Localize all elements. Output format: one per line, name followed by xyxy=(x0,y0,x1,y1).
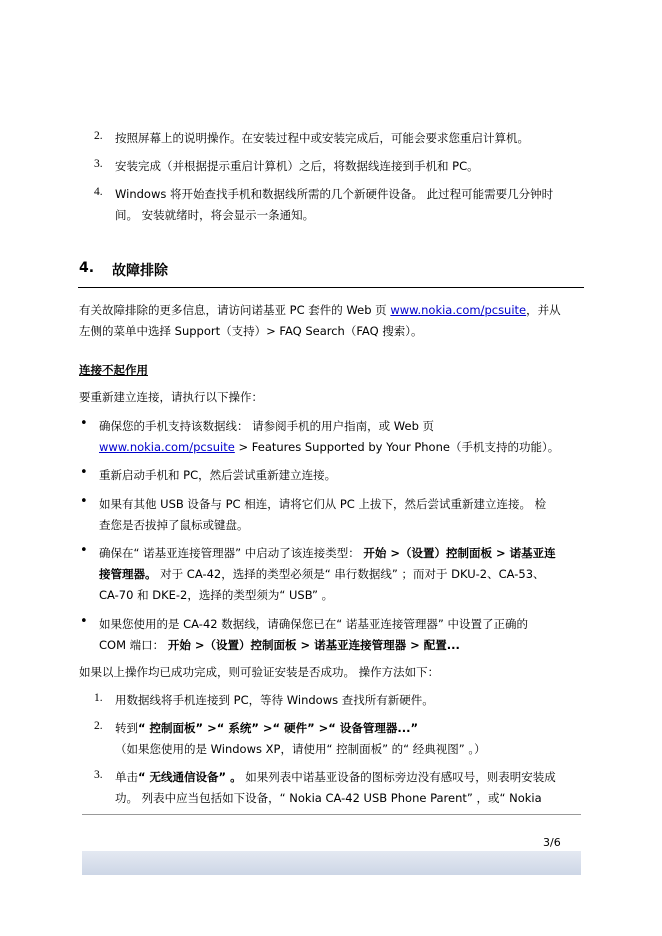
step-text-continued: （如果您使用的是 Windows XP，请使用“ 控制面板” 的“ 经典视图” 。） xyxy=(115,742,486,756)
menu-path: 开始 >（设置）控制面板 > 诺基亚连 xyxy=(363,546,556,560)
bullet-text-continued: CA-70 和 DKE-2，选择的类型须为“ USB” 。 xyxy=(99,588,334,602)
footer-band xyxy=(82,851,581,875)
menu-path: 开始 >（设置）控制面板 > 诺基亚连接管理器 > 配置... xyxy=(167,638,460,652)
bullet-text-prefix: COM 端口： xyxy=(99,638,168,652)
bullet-text: 如果您使用的是 CA-42 数据线，请确保您已在“ 诺基亚连接管理器” 中设置了正确的 xyxy=(99,617,528,631)
bullet-text: 如果有其他 USB 设备与 PC 相连，请将它们从 PC 上拔下，然后尝试重新建立连接。 检 xyxy=(99,497,547,511)
step-number: 4. xyxy=(94,186,103,198)
step-text-rest: 如果列表中诺基亚设备的图标旁边没有感叹号，则表明安装成 xyxy=(241,770,556,784)
bullet-text-continued xyxy=(99,439,559,455)
menu-path: 接管理器。 xyxy=(99,567,157,581)
intro-text-suffix: ，并从 xyxy=(526,303,561,317)
step-text xyxy=(115,769,556,785)
footer-divider xyxy=(82,814,581,815)
bullet-dot: • xyxy=(80,416,88,431)
section-divider xyxy=(78,287,584,288)
step-text: Windows 将开始查找手机和数据线所需的几个新硬件设备。 此过程可能需要几分钟时 xyxy=(115,187,554,201)
step-text-prefix: 转到 xyxy=(115,721,138,735)
bullet-text-continued xyxy=(99,637,460,653)
step-number: 2. xyxy=(94,130,103,142)
bullet-text: 确保您的手机支持该数据线： 请参阅手机的用户指南，或 Web 页 xyxy=(99,419,435,433)
step-number: 3. xyxy=(94,158,103,170)
bullet-text: 重新启动手机和 PC，然后尝试重新建立连接。 xyxy=(99,468,337,482)
intro-line-1 xyxy=(79,302,561,318)
page-number: 3/6 xyxy=(543,836,561,849)
step-number: 2. xyxy=(94,720,103,732)
intro-line-2: 左侧的菜单中选择 Support（支持）> FAQ Search（FAQ 搜索）。 xyxy=(79,324,423,338)
step-text-continued: 间。 安装就绪时，将会显示一条通知。 xyxy=(115,208,315,222)
section-title: 故障排除 xyxy=(112,263,168,279)
verify-intro: 如果以上操作均已成功完成，则可验证安装是否成功。 操作方法如下： xyxy=(79,665,440,679)
step-text: 用数据线将手机连接到 PC，等待 Windows 查找所有新硬件。 xyxy=(115,693,434,707)
step-number: 3. xyxy=(94,769,103,781)
pcsuite-link[interactable]: www.nokia.com/pcsuite xyxy=(390,303,527,317)
bullet-dot: • xyxy=(80,465,88,480)
bullet-dot: • xyxy=(80,543,88,558)
menu-path: “ 控制面板” >“ 系统” >“ 硬件” >“ 设备管理器...” xyxy=(138,721,419,735)
step-text: 按照屏幕上的说明操作。在安装过程中或安装完成后，可能会要求您重启计算机。 xyxy=(115,131,529,145)
subheading: 连接不起作用 xyxy=(79,363,148,377)
step-text xyxy=(115,720,418,736)
pcsuite-link[interactable]: www.nokia.com/pcsuite xyxy=(99,440,235,454)
menu-path: “ 无线通信设备” 。 xyxy=(138,770,242,784)
bullet-dot: • xyxy=(80,494,88,509)
intro-text: 有关故障排除的更多信息，请访问诺基亚 PC 套件的 Web 页 xyxy=(79,303,391,317)
step-text-continued: 功。 列表中应当包括如下设备，“ Nokia CA-42 USB Phone Parent” ，或“ Nokia xyxy=(115,791,542,805)
bullet-link-suffix: > Features Supported by Your Phone（手机支持的功能）。 xyxy=(234,440,560,454)
step-text-prefix: 单击 xyxy=(115,770,138,784)
step-text: 安装完成（并根据提示重启计算机）之后，将数据线连接到手机和 PC。 xyxy=(115,159,479,173)
bullet-text-rest: 对于 CA-42，选择的类型必须是“ 串行数据线” ；而对于 DKU-2、CA-53、 xyxy=(156,567,545,581)
section-number: 4. xyxy=(79,260,95,276)
bullet-dot: • xyxy=(80,614,88,629)
step-number: 1. xyxy=(94,692,103,704)
bullet-text-continued xyxy=(99,566,545,582)
reconnect-intro: 要重新建立连接，请执行以下操作： xyxy=(79,390,263,404)
bullet-text xyxy=(99,545,556,561)
bullet-text-prefix: 确保在“ 诺基亚连接管理器” 中启动了该连接类型： xyxy=(99,546,364,560)
bullet-text-continued: 查您是否拔掉了鼠标或键盘。 xyxy=(99,518,249,532)
